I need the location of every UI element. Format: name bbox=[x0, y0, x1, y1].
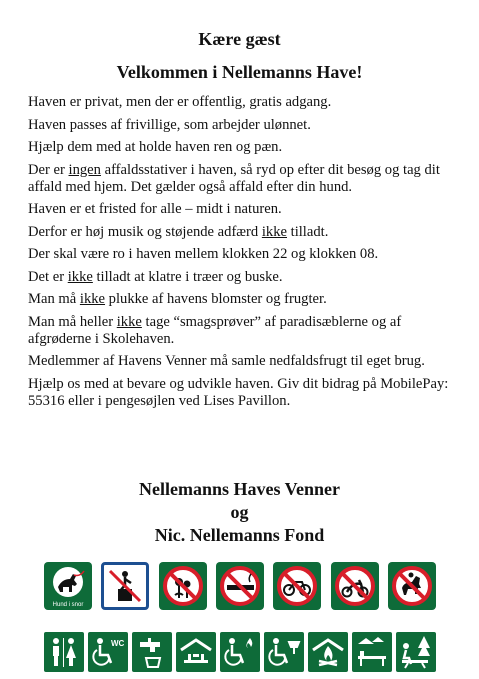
rule-text: Man må heller ikke tage “smagsprøver” af paradisæblerne og af afgrøderne i Skolehaven. bbox=[28, 313, 402, 347]
wc-label: WC bbox=[111, 639, 125, 648]
emphasis: ikke bbox=[79, 291, 106, 307]
accessible-wc-icon bbox=[88, 632, 128, 672]
emphasis: ikke bbox=[261, 223, 287, 240]
toilets-icon bbox=[44, 632, 84, 672]
water-tap-icon bbox=[132, 632, 172, 672]
rule-text: Hjælp os med at bevare og udvikle haven. Giv dit bidrag på MobilePay: 55316 eller i pengesøjlen ved Lises Pavillon. bbox=[28, 375, 449, 409]
campfire-icon bbox=[308, 632, 348, 672]
accessible-bbq-icon bbox=[264, 632, 304, 672]
rule-signs-row bbox=[44, 562, 436, 610]
no-littering-icon bbox=[101, 562, 149, 610]
emphasis: ikke bbox=[116, 313, 142, 330]
no-bicycles-icon bbox=[273, 562, 321, 610]
no-flower-picking-icon bbox=[159, 562, 207, 610]
rule-text: Haven er et fristed for alle – midt i naturen. bbox=[28, 201, 282, 217]
welcome-heading: Velkommen i Nellemanns Have! bbox=[116, 62, 363, 82]
footer-line: og bbox=[230, 502, 249, 522]
rule-text: Man må ikke plukke af havens blomster og frugter. bbox=[28, 291, 327, 307]
greeting-heading: Kære gæst bbox=[198, 29, 281, 49]
dog-on-leash-icon bbox=[44, 562, 92, 610]
no-smoking-icon bbox=[216, 562, 264, 610]
emphasis: ikke bbox=[67, 268, 93, 285]
rule-text: Haven passes af frivillige, som arbejder ulønnet. bbox=[28, 116, 311, 133]
no-horse-riding-icon bbox=[388, 562, 436, 610]
footer-organizations bbox=[0, 478, 479, 547]
rule-text: Hjælp dem med at holde haven ren og pæn. bbox=[28, 139, 283, 155]
emphasis: ingen bbox=[68, 161, 101, 178]
picnic-area-icon bbox=[396, 632, 436, 672]
footer-line: Nic. Nellemanns Fond bbox=[154, 525, 325, 545]
rule-text: Medlemmer af Havens Venner må samle nedfaldsfrugt til eget brug. bbox=[28, 353, 425, 369]
rule-text: Haven er privat, men der er offentlig, gratis adgang. bbox=[28, 94, 332, 110]
facility-signs-row bbox=[44, 632, 436, 674]
rule-text: Det er ikke tilladt at klatre i træer og buske. bbox=[28, 268, 283, 285]
shelter-icon bbox=[176, 632, 216, 672]
accessible-fire-icon bbox=[220, 632, 260, 672]
rule-text: Der er ingen affaldsstativer i haven, så ryd op efter dit besøg og tag dit affald med hjem. Det gælder også affald efter din hund. bbox=[28, 161, 440, 195]
no-mopeds-icon bbox=[331, 562, 379, 610]
rule-text: Der skal være ro i haven mellem klokken 22 og klokken 08. bbox=[28, 246, 379, 262]
rule-text: Derfor er høj musik og støjende adfærd ikke tilladt. bbox=[28, 223, 329, 240]
footer-line: Nellemanns Haves Venner bbox=[138, 479, 340, 499]
bench-icon bbox=[352, 632, 392, 672]
dog-sign-caption: Hund i snor bbox=[52, 602, 84, 608]
rules-list bbox=[28, 94, 458, 415]
